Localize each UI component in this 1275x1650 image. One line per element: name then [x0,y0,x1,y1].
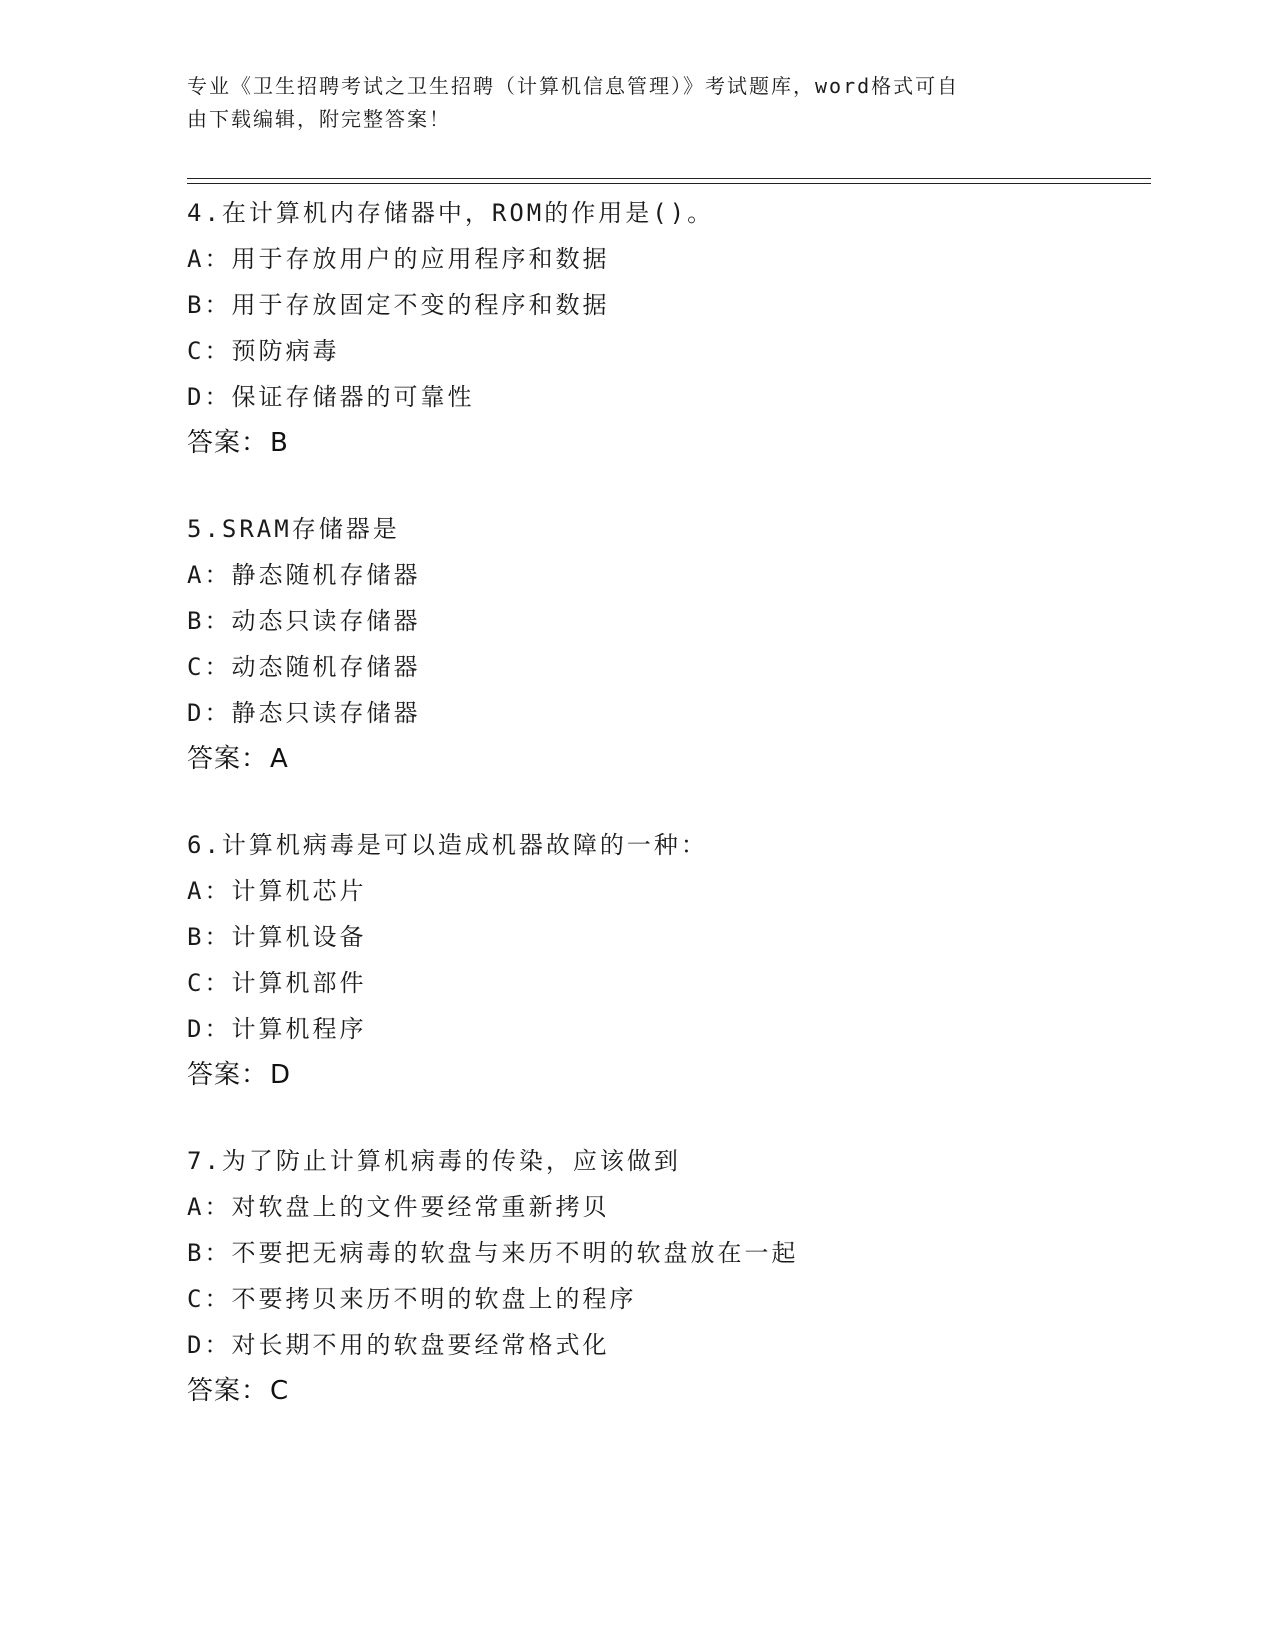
option-c [187,644,1151,690]
option-text: 对长期不用的软盘要经常格式化 [231,1331,610,1359]
answer-value: D [270,1060,292,1090]
option-c [187,1276,1151,1322]
answer-label: 答案： [187,744,269,774]
option-d [187,1006,1151,1052]
option-text: 静态只读存储器 [231,699,421,727]
option-text: 计算机设备 [231,923,367,951]
header-line-1: 专业《卫生招聘考试之卫生招聘（计算机信息管理）》考试题库，word格式可自 [187,74,960,98]
option-letter: C： [187,1285,232,1313]
answer-line [187,1052,1151,1098]
option-letter: C： [187,969,232,997]
option-letter: C： [187,337,232,365]
option-text: 预防病毒 [231,337,340,365]
question-6 [187,822,1151,1098]
option-a [187,552,1151,598]
option-letter: A： [187,561,232,589]
option-text: 动态随机存储器 [231,653,421,681]
question-list [187,190,1151,1454]
option-a [187,1184,1151,1230]
option-b [187,1230,1151,1276]
option-b [187,598,1151,644]
option-a [187,236,1151,282]
question-title: 4.在计算机内存储器中，ROM的作用是()。 [187,199,715,227]
option-text: 计算机程序 [231,1015,367,1043]
option-text: 不要拷贝来历不明的软盘上的程序 [231,1285,637,1313]
option-text: 用于存放固定不变的程序和数据 [231,291,610,319]
option-letter: D： [187,1015,232,1043]
option-text: 对软盘上的文件要经常重新拷贝 [231,1193,610,1221]
question-5 [187,506,1151,782]
option-letter: D： [187,699,232,727]
answer-label: 答案： [187,1060,269,1090]
option-d [187,1322,1151,1368]
answer-line [187,1368,1151,1414]
question-4 [187,190,1151,466]
option-b [187,914,1151,960]
question-title: 5.SRAM存储器是 [187,515,400,543]
answer-line [187,736,1151,782]
option-letter: B： [187,923,232,951]
option-letter: B： [187,607,232,635]
option-text: 动态只读存储器 [231,607,421,635]
option-d [187,690,1151,736]
option-letter: B： [187,1239,232,1267]
option-letter: A： [187,245,232,273]
option-b [187,282,1151,328]
header-line-2: 由下载编辑，附完整答案！ [187,107,451,131]
option-text: 计算机芯片 [231,877,367,905]
option-text: 静态随机存储器 [231,561,421,589]
answer-label: 答案： [187,428,269,458]
answer-line [187,420,1151,466]
option-c [187,960,1151,1006]
question-7 [187,1138,1151,1414]
option-letter: D： [187,383,232,411]
option-letter: C： [187,653,232,681]
answer-value: C [270,1376,290,1406]
option-a [187,868,1151,914]
answer-label: 答案： [187,1376,269,1406]
option-letter: A： [187,1193,232,1221]
option-letter: D： [187,1331,232,1359]
option-text: 用于存放用户的应用程序和数据 [231,245,610,273]
option-text: 计算机部件 [231,969,367,997]
question-title: 7.为了防止计算机病毒的传染，应该做到 [187,1147,681,1175]
document-header [187,70,1087,136]
option-text: 不要把无病毒的软盘与来历不明的软盘放在一起 [231,1239,799,1267]
option-c [187,328,1151,374]
option-text: 保证存储器的可靠性 [231,383,475,411]
option-d [187,374,1151,420]
answer-value: A [270,744,289,774]
option-letter: B： [187,291,232,319]
question-title: 6.计算机病毒是可以造成机器故障的一种： [187,831,708,859]
header-divider-bottom [187,183,1151,184]
answer-value: B [270,428,289,458]
header-divider-top [187,178,1151,179]
option-letter: A： [187,877,232,905]
